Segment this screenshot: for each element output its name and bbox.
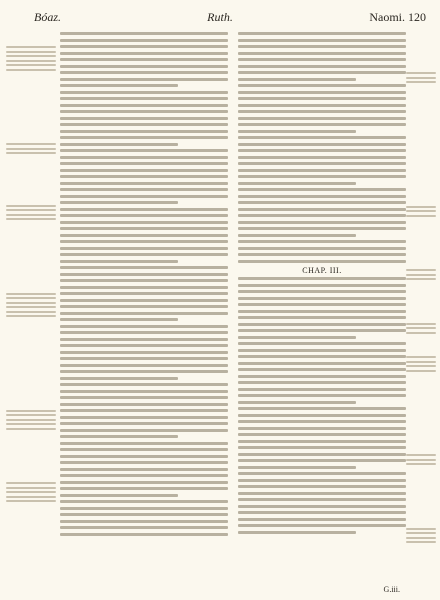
illegible-text-line: [6, 297, 56, 299]
illegible-text-line: [238, 303, 406, 306]
illegible-text-line: [60, 429, 228, 432]
illegible-text-line: [60, 520, 228, 523]
illegible-text-line: [406, 528, 436, 530]
illegible-text-line: [6, 311, 56, 313]
illegible-text-line: [406, 210, 436, 212]
illegible-text-line: [60, 481, 228, 484]
illegible-text-line: [6, 293, 56, 295]
illegible-text-line: [238, 472, 406, 475]
illegible-text-line: [60, 195, 228, 198]
illegible-text-line: [60, 526, 228, 529]
illegible-text-line: [406, 269, 436, 271]
illegible-text-line: [60, 409, 228, 412]
illegible-text-line: [238, 329, 406, 332]
illegible-text-line: [238, 91, 406, 94]
illegible-text-line: [60, 435, 178, 438]
illegible-text-line: [6, 302, 56, 304]
illegible-text-line: [60, 351, 228, 354]
illegible-text-line: [238, 485, 406, 488]
illegible-text-line: [238, 453, 406, 456]
illegible-text-line: [238, 518, 406, 521]
illegible-text-line: [238, 156, 406, 159]
illegible-text-line: [238, 466, 356, 469]
illegible-text-line: [60, 123, 228, 126]
right-margin-notes: [406, 32, 436, 580]
illegible-text-line: [238, 130, 356, 133]
illegible-text-line: [238, 524, 406, 527]
illegible-text-line: [406, 459, 436, 461]
illegible-text-line: [60, 234, 228, 237]
illegible-text-line: [60, 312, 228, 315]
illegible-text-line: [60, 247, 228, 250]
illegible-text-line: [238, 169, 406, 172]
illegible-text-line: [238, 240, 406, 243]
illegible-text-line: [60, 130, 228, 133]
illegible-text-line: [60, 104, 228, 107]
illegible-text-line: [6, 500, 56, 502]
illegible-text-line: [60, 260, 178, 263]
illegible-text-line: [60, 273, 228, 276]
illegible-text-line: [406, 323, 436, 325]
illegible-text-line: [6, 152, 56, 154]
illegible-text-line: [238, 323, 406, 326]
illegible-text-line: [406, 365, 436, 367]
illegible-text-line: [60, 71, 228, 74]
illegible-text-line: [406, 537, 436, 539]
illegible-text-line: [60, 32, 228, 35]
illegible-text-line: [60, 513, 228, 516]
illegible-text-line: [60, 344, 228, 347]
illegible-text-line: [60, 58, 228, 61]
illegible-text-line: [60, 279, 228, 282]
illegible-text-line: [6, 51, 56, 53]
illegible-text-line: [60, 292, 228, 295]
illegible-text-line: [6, 214, 56, 216]
illegible-text-line: [238, 195, 406, 198]
illegible-text-line: [406, 77, 436, 79]
illegible-text-line: [60, 416, 228, 419]
illegible-text-line: [60, 403, 228, 406]
illegible-text-line: [60, 507, 228, 510]
illegible-text-line: [238, 58, 406, 61]
illegible-text-line: [60, 318, 178, 321]
illegible-text-line: [238, 32, 406, 35]
illegible-text-line: [60, 455, 228, 458]
illegible-text-line: [238, 143, 406, 146]
illegible-text-line: [60, 45, 228, 48]
illegible-text-line: [238, 260, 406, 263]
illegible-text-line: [60, 149, 228, 152]
illegible-text-line: [238, 149, 406, 152]
illegible-text-line: [238, 117, 406, 120]
illegible-text-line: [238, 214, 406, 217]
illegible-text-line: [60, 201, 178, 204]
illegible-text-line: [60, 299, 228, 302]
illegible-text-line: [406, 215, 436, 217]
illegible-text-line: [238, 221, 406, 224]
illegible-text-line: [6, 143, 56, 145]
illegible-text-line: [238, 342, 406, 345]
header-book-title: Ruth.: [207, 10, 233, 24]
illegible-text-line: [60, 65, 228, 68]
illegible-text-line: [6, 306, 56, 308]
illegible-text-line: [238, 388, 406, 391]
illegible-text-line: [238, 39, 406, 42]
illegible-text-line: [60, 494, 178, 497]
illegible-text-line: [238, 182, 356, 185]
illegible-text-line: [238, 284, 406, 287]
illegible-text-line: [60, 39, 228, 42]
illegible-text-line: [6, 410, 56, 412]
illegible-text-line: [60, 533, 228, 536]
illegible-text-line: [238, 201, 406, 204]
illegible-text-line: [238, 227, 406, 230]
illegible-text-line: [60, 227, 228, 230]
illegible-text-line: [60, 370, 228, 373]
illegible-text-line: [60, 390, 228, 393]
illegible-text-line: [238, 401, 356, 404]
illegible-text-line: [406, 541, 436, 543]
illegible-text-line: [238, 440, 406, 443]
illegible-text-line: [6, 64, 56, 66]
illegible-text-line: [238, 362, 406, 365]
illegible-text-line: [60, 383, 228, 386]
illegible-text-line: [60, 143, 178, 146]
illegible-text-line: [238, 71, 406, 74]
illegible-text-line: [6, 423, 56, 425]
illegible-text-line: [406, 532, 436, 534]
illegible-text-line: [6, 496, 56, 498]
illegible-text-line: [238, 375, 406, 378]
illegible-text-line: [238, 368, 406, 371]
illegible-text-line: [60, 78, 228, 81]
illegible-text-line: [6, 148, 56, 150]
illegible-text-line: [60, 474, 228, 477]
illegible-text-line: [60, 52, 228, 55]
illegible-text-line: [238, 446, 406, 449]
illegible-text-line: [60, 169, 228, 172]
illegible-text-line: [406, 206, 436, 208]
illegible-text-line: [60, 377, 178, 380]
illegible-text-line: [6, 205, 56, 207]
illegible-text-line: [60, 221, 228, 224]
illegible-text-line: [60, 331, 228, 334]
illegible-text-line: [238, 531, 356, 534]
illegible-text-line: [60, 182, 228, 185]
illegible-text-line: [406, 332, 436, 334]
illegible-text-line: [60, 91, 228, 94]
illegible-text-line: [60, 422, 228, 425]
illegible-text-line: [238, 316, 406, 319]
illegible-text-line: [60, 84, 178, 87]
illegible-text-line: [238, 104, 406, 107]
illegible-text-line: [238, 433, 406, 436]
illegible-text-line: [60, 357, 228, 360]
illegible-text-line: [238, 420, 406, 423]
illegible-text-line: [406, 72, 436, 74]
signature-mark: G.iii.: [383, 585, 400, 594]
illegible-text-line: [406, 454, 436, 456]
illegible-text-line: [6, 218, 56, 220]
illegible-text-line: [238, 110, 406, 113]
illegible-text-line: [238, 355, 406, 358]
illegible-text-line: [60, 208, 228, 211]
illegible-text-line: [6, 428, 56, 430]
illegible-text-line: [238, 45, 406, 48]
illegible-text-line: [238, 97, 406, 100]
illegible-text-line: [238, 479, 406, 482]
illegible-text-line: [6, 491, 56, 493]
illegible-text-line: [238, 208, 406, 211]
illegible-text-line: [238, 310, 406, 313]
illegible-text-line: [406, 361, 436, 363]
illegible-text-line: [60, 468, 228, 471]
illegible-text-line: [238, 349, 406, 352]
header-right-label: Naomi.: [369, 10, 405, 24]
left-margin-notes: [6, 32, 56, 580]
illegible-text-line: [6, 419, 56, 421]
illegible-text-line: [60, 461, 228, 464]
illegible-text-line: [60, 240, 228, 243]
illegible-text-line: [6, 209, 56, 211]
illegible-text-line: [60, 448, 228, 451]
illegible-text-line: [238, 123, 406, 126]
illegible-text-line: [6, 60, 56, 62]
illegible-text-line: [238, 253, 406, 256]
illegible-text-line: [60, 162, 228, 165]
illegible-text-line: [60, 136, 228, 139]
illegible-text-line: [60, 487, 228, 490]
illegible-text-line: [60, 286, 228, 289]
illegible-text-line: [406, 370, 436, 372]
illegible-text-line: [406, 81, 436, 83]
illegible-text-line: [406, 274, 436, 276]
illegible-text-line: [60, 325, 228, 328]
text-column-left: [60, 32, 228, 580]
illegible-text-line: [238, 247, 406, 250]
illegible-text-line: [238, 277, 406, 280]
illegible-text-line: [60, 442, 228, 445]
illegible-text-line: [238, 162, 406, 165]
illegible-text-line: [6, 482, 56, 484]
illegible-text-line: [238, 234, 356, 237]
illegible-text-line: [238, 65, 406, 68]
illegible-text-line: [238, 427, 406, 430]
illegible-text-line: [6, 487, 56, 489]
header-left: Bóaz.: [34, 10, 61, 24]
illegible-text-line: [60, 117, 228, 120]
running-header: [14, 10, 426, 26]
illegible-text-line: [6, 315, 56, 317]
illegible-text-line: [60, 110, 228, 113]
illegible-text-line: [60, 175, 228, 178]
illegible-text-line: [238, 492, 406, 495]
illegible-text-line: [238, 511, 406, 514]
page-number: 120: [408, 10, 426, 24]
illegible-text-line: [238, 498, 406, 501]
illegible-text-line: [406, 327, 436, 329]
illegible-text-line: [60, 214, 228, 217]
chapter-heading: CHAP. III.: [302, 266, 342, 275]
illegible-text-line: [60, 97, 228, 100]
illegible-text-line: [60, 253, 228, 256]
illegible-text-line: [238, 459, 406, 462]
illegible-text-line: [60, 305, 228, 308]
illegible-text-line: [238, 336, 356, 339]
illegible-text-line: [238, 297, 406, 300]
illegible-text-line: [238, 394, 406, 397]
illegible-text-line: [406, 356, 436, 358]
illegible-text-line: [60, 266, 228, 269]
illegible-text-line: [238, 52, 406, 55]
illegible-text-line: [60, 338, 228, 341]
illegible-text-line: [406, 278, 436, 280]
illegible-text-line: [60, 364, 228, 367]
illegible-text-line: [238, 84, 406, 87]
illegible-text-line: [406, 463, 436, 465]
illegible-text-line: [238, 381, 406, 384]
text-column-right: [238, 32, 406, 580]
illegible-text-line: [6, 46, 56, 48]
illegible-text-line: [238, 78, 356, 81]
illegible-text-line: [238, 188, 406, 191]
illegible-text-line: [238, 175, 406, 178]
illegible-text-line: [238, 290, 406, 293]
illegible-text-line: [238, 136, 406, 139]
illegible-text-line: [6, 414, 56, 416]
illegible-text-line: [238, 505, 406, 508]
illegible-text-line: [60, 156, 228, 159]
illegible-text-line: [238, 414, 406, 417]
illegible-text-line: [6, 69, 56, 71]
illegible-text-line: [60, 500, 228, 503]
illegible-text-line: [6, 55, 56, 57]
illegible-text-line: [60, 396, 228, 399]
illegible-text-line: [238, 407, 406, 410]
illegible-text-line: [60, 188, 228, 191]
